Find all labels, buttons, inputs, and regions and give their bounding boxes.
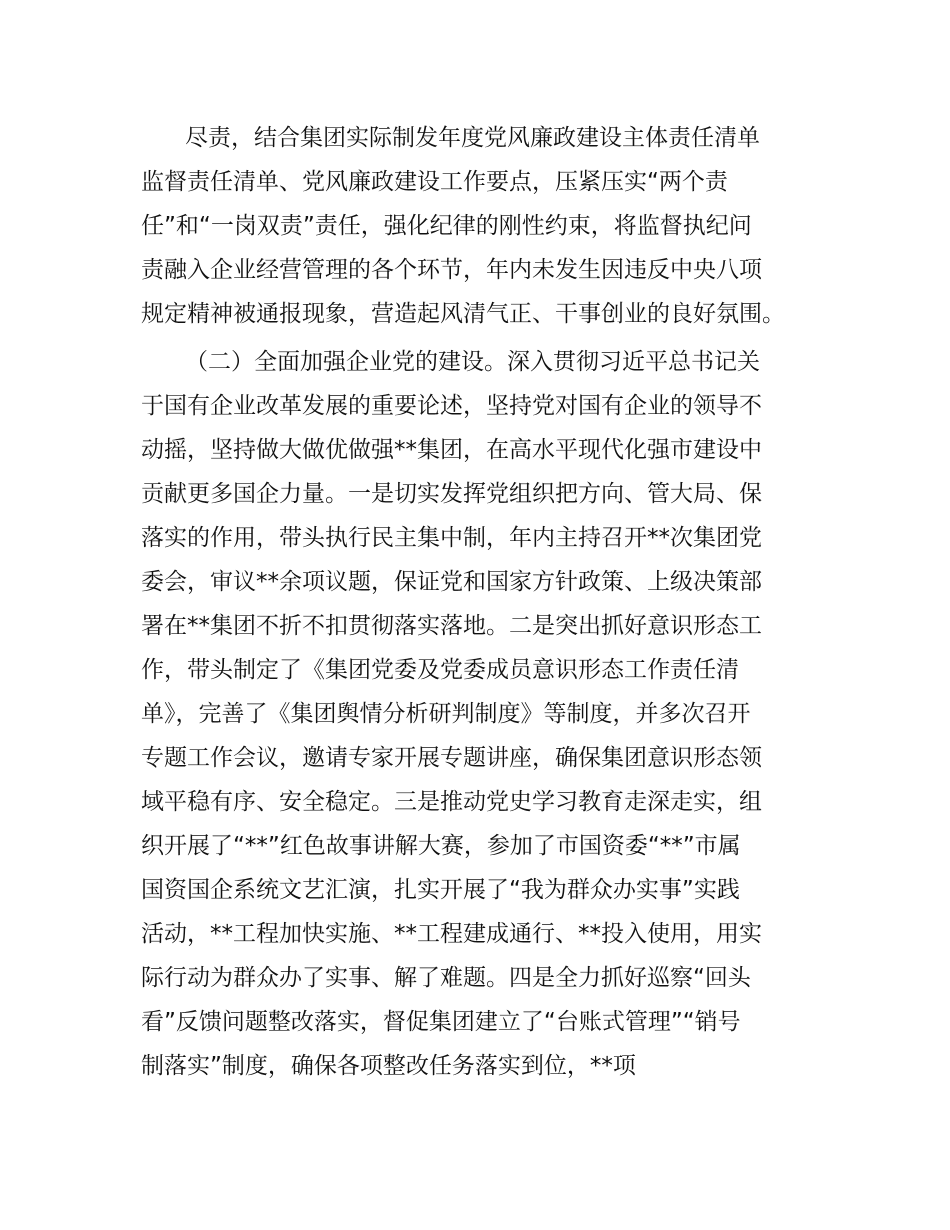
paragraph-1 [141, 116, 831, 336]
paragraph-2 [141, 340, 831, 1088]
paragraph-line: 规定精神被通报现象，营造起风清气正、干事创业的良好氛围。 [141, 301, 785, 327]
section-heading-line: （二）全面加强企业党的建设。深入贯彻习近平总书记关 [185, 349, 760, 375]
paragraph-line: 署在**集团不折不扣贯彻落实落地。二是突出抓好意识形态工 [141, 613, 762, 639]
paragraph-line: 尽责，结合集团实际制发年度党风廉政建设主体责任清单 [185, 125, 760, 151]
paragraph-line: 活动，**工程加快实施、**工程建成通行、**投入使用，用实 [141, 921, 762, 947]
paragraph-line: 织开展了“**”红色故事讲解大赛，参加了市国资委“**”市属 [141, 833, 741, 859]
paragraph-line: 际行动为群众办了实事、解了难题。四是全力抓好巡察“回头 [141, 965, 751, 991]
paragraph-line: 贡献更多国企力量。一是切实发挥党组织把方向、管大局、保 [141, 481, 762, 507]
paragraph-line: 看”反馈问题整改落实，督促集团建立了“台账式管理”“销号 [141, 1009, 741, 1035]
paragraph-line: 落实的作用，带头执行民主集中制，年内主持召开**次集团党 [141, 525, 762, 551]
paragraph-line: 作，带头制定了《集团党委及党委成员意识形态工作责任清 [141, 657, 739, 683]
paragraph-line: 国资国企系统文艺汇演，扎实开展了“我为群众办实事”实践 [141, 877, 740, 903]
paragraph-line: 制落实”制度，确保各项整改任务落实到位，**项 [141, 1053, 636, 1079]
paragraph-line: 任”和“一岗双责”责任，强化纪律的刚性约束，将监督执纪问 [141, 213, 752, 239]
paragraph-line: 域平稳有序、安全稳定。三是推动党史学习教育走深走实，组 [141, 789, 762, 815]
paragraph-line: 责融入企业经营管理的各个环节，年内未发生因违反中央八项 [141, 257, 762, 283]
paragraph-line: 动摇，坚持做大做优做强**集团，在高水平现代化强市建设中 [141, 437, 762, 463]
paragraph-line: 监督责任清单、党风廉政建设工作要点，压紧压实“两个责 [141, 169, 728, 195]
paragraph-line: 于国有企业改革发展的重要论述，坚持党对国有企业的领导不 [141, 393, 762, 419]
paragraph-line: 专题工作会议，邀请专家开展专题讲座，确保集团意识形态领 [141, 745, 762, 771]
paragraph-line: 单》，完善了《集团舆情分析研判制度》等制度，并多次召开 [141, 701, 751, 727]
paragraph-line: 委会，审议**余项议题，保证党和国家方针政策、上级决策部 [141, 569, 762, 595]
